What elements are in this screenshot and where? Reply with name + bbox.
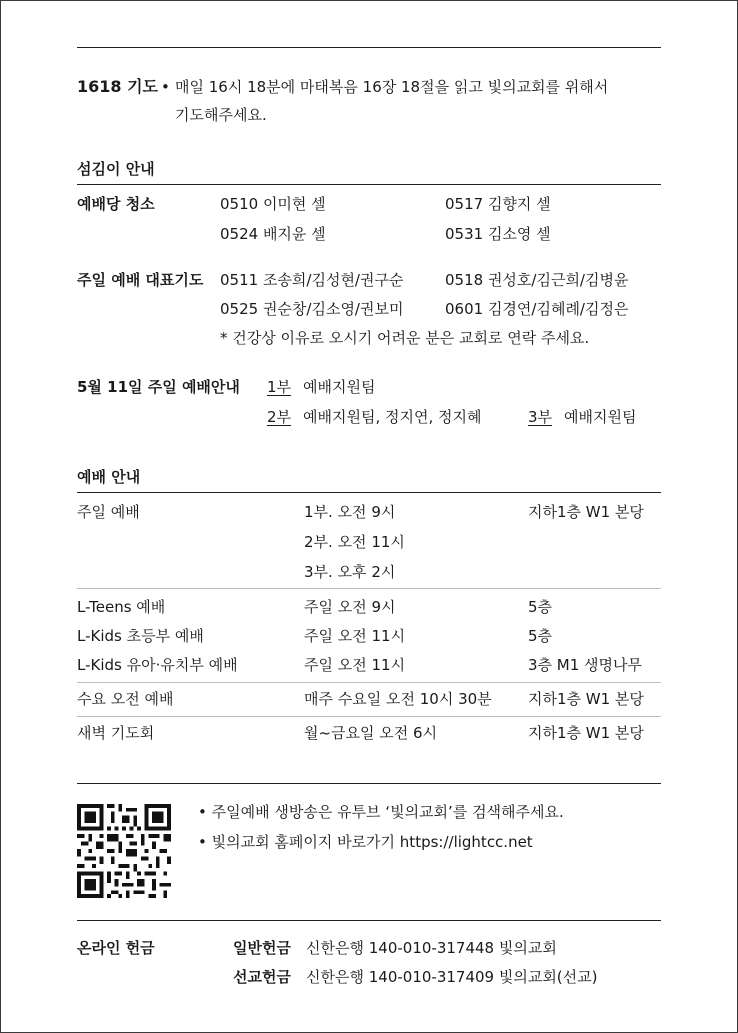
general-offering-label: 일반헌금 (233, 939, 291, 957)
links-rule (77, 783, 661, 784)
prayer-rep-cell: 0601 김경연/김혜례/김정은 (445, 300, 629, 318)
cleaning-cell: 0510 이미현 셀 (220, 195, 326, 213)
prayer-title: 1618 기도 (77, 77, 159, 96)
cleaning-label: 예배당 청소 (77, 195, 155, 213)
prayer-line-1: 매일 16시 18분에 마태복음 16장 18절을 읽고 빛의교회를 위해서 (175, 78, 609, 96)
row-divider (77, 588, 661, 589)
worship-name: L-Teens 예배 (77, 598, 166, 616)
row-divider (77, 682, 661, 683)
homepage-link[interactable]: • 빛의교회 홈페이지 바로가기 https://lightcc.net (198, 833, 533, 851)
prayer-bullet: • (161, 78, 170, 96)
may11-label: 5월 11일 주일 예배안내 (77, 378, 240, 396)
service-team-heading: 섬김이 안내 (77, 160, 155, 178)
mission-offering-label: 선교헌금 (233, 968, 291, 986)
mission-offering-account: 신한은행 140-010-317409 빛의교회(선교) (306, 968, 598, 986)
worship-name: 새벽 기도회 (77, 724, 155, 742)
cleaning-cell: 0524 배지윤 셀 (220, 225, 326, 243)
service-1-team: 예배지원팀 (303, 378, 376, 396)
worship-rule (77, 492, 661, 493)
prayer-rep-cell: 0511 조송희/김성현/권구순 (220, 271, 404, 289)
offering-rule (77, 920, 661, 921)
worship-time: 2부. 오전 11시 (304, 533, 405, 551)
row-divider (77, 716, 661, 717)
worship-place: 5층 (528, 598, 553, 616)
worship-time: 3부. 오후 2시 (304, 563, 396, 581)
prayer-rep-cell: 0525 권순창/김소영/권보미 (220, 300, 404, 318)
worship-time: 주일 오전 11시 (304, 627, 406, 645)
worship-place: 지하1층 W1 본당 (528, 724, 644, 742)
top-rule (77, 47, 661, 48)
service-2-tag: 2부 (267, 408, 292, 426)
prayer-reps-label: 주일 예배 대표기도 (77, 271, 204, 289)
service-team-rule (77, 184, 661, 185)
offering-heading: 온라인 헌금 (77, 939, 155, 957)
general-offering-account: 신한은행 140-010-317448 빛의교회 (306, 939, 557, 957)
worship-time: 주일 오전 11시 (304, 656, 406, 674)
worship-place: 지하1층 W1 본당 (528, 690, 644, 708)
worship-name: L-Kids 유아·유치부 예배 (77, 656, 238, 674)
worship-place: 5층 (528, 627, 553, 645)
health-note: * 건강상 이유로 오시기 어려운 분은 교회로 연락 주세요. (220, 329, 590, 347)
prayer-line-2: 기도해주세요. (175, 106, 267, 124)
cleaning-cell: 0517 김향지 셀 (445, 195, 551, 213)
service-2-team: 예배지원팀, 정지연, 정지혜 (303, 408, 482, 426)
worship-place: 3층 M1 생명나무 (528, 656, 643, 674)
worship-place: 지하1층 W1 본당 (528, 503, 644, 521)
qr-code-icon[interactable] (77, 804, 171, 898)
worship-name: L-Kids 초등부 예배 (77, 627, 204, 645)
worship-time: 1부. 오전 9시 (304, 503, 396, 521)
worship-time: 매주 수요일 오전 10시 30분 (304, 690, 492, 708)
cleaning-cell: 0531 김소영 셀 (445, 225, 551, 243)
youtube-notice: • 주일예배 생방송은 유투브 ‘빛의교회’를 검색해주세요. (198, 803, 564, 821)
service-3-team: 예배지원팀 (564, 408, 637, 426)
service-3-tag: 3부 (528, 408, 553, 426)
prayer-rep-cell: 0518 권성호/김근희/김병윤 (445, 271, 629, 289)
service-1-tag: 1부 (267, 378, 292, 396)
worship-name: 주일 예배 (77, 503, 140, 521)
worship-name: 수요 오전 예배 (77, 690, 174, 708)
worship-time: 주일 오전 9시 (304, 598, 396, 616)
worship-time: 월~금요일 오전 6시 (304, 724, 438, 742)
worship-heading: 예배 안내 (77, 468, 141, 486)
